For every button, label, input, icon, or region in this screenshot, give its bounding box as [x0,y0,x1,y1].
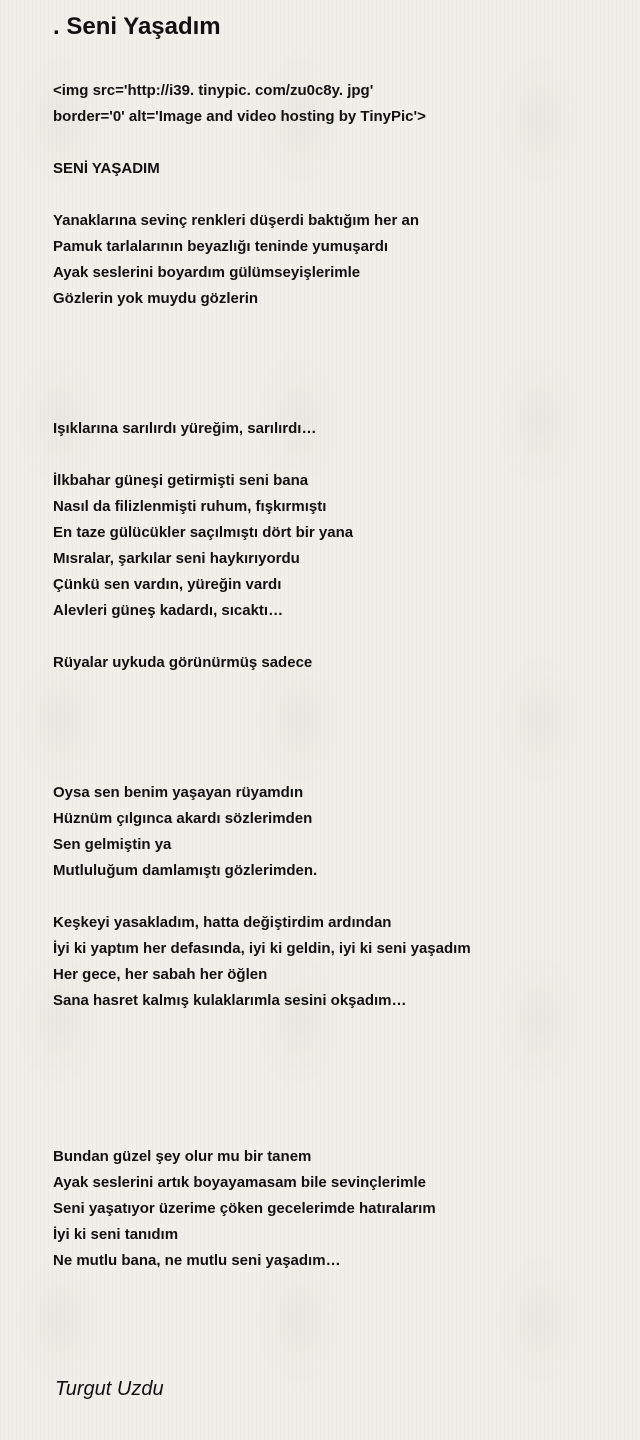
poem-line: Oysa sen benim yaşayan rüyamdın [53,784,304,801]
poem-blank-line [53,676,471,702]
poem-line: Sen gelmiştin ya [53,836,172,853]
poem-blank-line [53,624,471,650]
poem-body [53,78,471,1274]
poem-line: Gözlerin yok muydu gözlerin [53,290,259,307]
poem-line: SENİ YAŞADIM [53,160,160,177]
poem-line: Işıklarına sarılırdı yüreğim, sarılırdı… [53,420,317,437]
poem-blank-line [53,884,471,910]
poem-blank-line [53,130,471,156]
poem-line: Çünkü sen vardın, yüreğin vardı [53,576,282,593]
poem-line: Mısralar, şarkılar seni haykırıyordu [53,550,300,567]
poem-line: Pamuk tarlalarının beyazlığı teninde yumuşardı [53,238,389,255]
poem-blank-line [53,1014,471,1040]
poem-blank-line [53,338,471,364]
poem-blank-line [53,442,471,468]
poem-blank-line [53,312,471,338]
poem-blank-line [53,1040,471,1066]
poem-line: Bundan güzel şey olur mu bir tanem [53,1148,312,1165]
poem-blank-line [53,182,471,208]
poem-line: İyi ki seni tanıdım [53,1226,179,1243]
poem-line: Ne mutlu bana, ne mutlu seni yaşadım… [53,1252,341,1269]
poem-blank-line [53,1118,471,1144]
poem-line: Ayak seslerini boyardım gülümseyişlerimle [53,264,361,281]
poem-line: Hüznüm çılgınca akardı sözlerimden [53,810,313,827]
poem-line: Keşkeyi yasakladım, hatta değiştirdim ardından [53,914,392,931]
poem-line: Ayak seslerini artık boyayamasam bile sevinçlerimle [53,1174,426,1191]
poem-line: border='0' alt='Image and video hosting by TinyPic'> [53,108,426,125]
poem-author: Turgut Uzdu [55,1378,164,1400]
poem-blank-line [53,390,471,416]
poem-line: En taze gülücükler saçılmıştı dört bir yana [53,524,354,541]
poem-line: İyi ki yaptım her defasında, iyi ki geldin, iyi ki seni yaşadım [53,940,471,957]
poem-line: Mutluluğum damlamıştı gözlerimden. [53,862,318,879]
poem-line: Her gece, her sabah her öğlen [53,966,268,983]
poem-line: Seni yaşatıyor üzerime çöken gecelerimde hatıralarım [53,1200,436,1217]
poem-blank-line [53,1092,471,1118]
poem-blank-line [53,728,471,754]
poem-blank-line [53,754,471,780]
poem-line: Nasıl da filizlenmişti ruhum, fışkırmıştı [53,498,327,515]
poem-line: Sana hasret kalmış kulaklarımla sesini okşadım… [53,992,407,1009]
poem-line: Yanaklarına sevinç renkleri düşerdi baktığım her an [53,212,419,229]
poem-title: . Seni Yaşadım [53,13,221,40]
poem-line: Alevleri güneş kadardı, sıcaktı… [53,602,284,619]
poem-blank-line [53,364,471,390]
poem-line: <img src='http://i39. tinypic. com/zu0c8y. jpg' [53,82,374,99]
poem-blank-line [53,1066,471,1092]
poem-line: Rüyalar uykuda görünürmüş sadece [53,654,313,671]
poem-blank-line [53,702,471,728]
poem-line: İlkbahar güneşi getirmişti seni bana [53,472,309,489]
